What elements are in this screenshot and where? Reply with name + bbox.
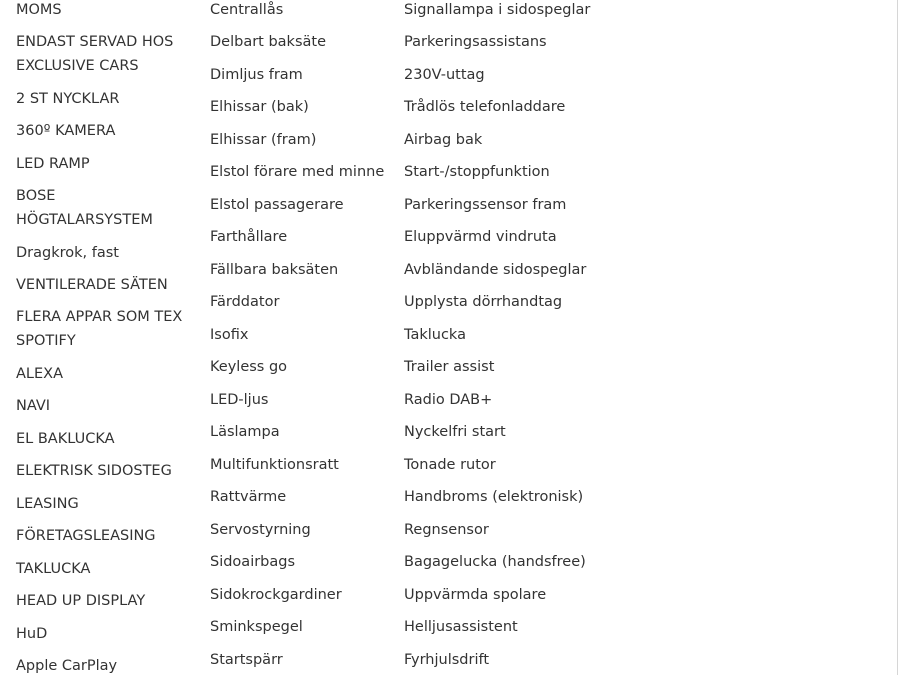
- equipment-item: VENTILERADE SÄTEN: [16, 276, 168, 293]
- equipment-item: Fällbara baksäten: [210, 261, 339, 278]
- equipment-item: ELEKTRISK SIDOSTEG: [16, 463, 172, 480]
- equipment-item: Farthållare: [210, 229, 288, 246]
- equipment-item: Start-/stoppfunktion: [404, 164, 550, 181]
- equipment-item: Nyckelfri start: [404, 424, 506, 441]
- equipment-item: BOSE HÖGTALARSYSTEM: [16, 188, 153, 229]
- equipment-item: Airbag bak: [404, 131, 483, 148]
- equipment-item: Eluppvärmd vindruta: [404, 229, 557, 246]
- equipment-item: Bagagelucka (handsfree): [404, 554, 586, 571]
- equipment-item: Rattvärme: [210, 489, 287, 506]
- equipment-item: Sidokrockgardiner: [210, 586, 342, 603]
- equipment-item: EL BAKLUCKA: [16, 430, 115, 447]
- equipment-item: LED RAMP: [16, 155, 90, 172]
- equipment-item: FLERA APPAR SOM TEX SPOTIFY: [16, 309, 183, 350]
- equipment-item: ENDAST SERVAD HOS EXCLUSIVE CARS: [16, 34, 174, 75]
- equipment-item: Trådlös telefonladdare: [404, 99, 566, 116]
- equipment-item: Handbroms (elektronisk): [404, 489, 584, 506]
- equipment-item: Apple CarPlay: [16, 658, 118, 675]
- equipment-column-2: [210, 0, 390, 681]
- equipment-item: Centrallås: [210, 2, 284, 18]
- equipment-item: LED-ljus: [210, 391, 269, 408]
- equipment-item: Servostyrning: [210, 521, 311, 538]
- equipment-column-3: [404, 0, 644, 681]
- equipment-item: Startspärr: [210, 651, 283, 668]
- equipment-item: HuD: [16, 625, 48, 642]
- equipment-column-1: [16, 0, 188, 688]
- equipment-item: MOMS: [16, 2, 62, 18]
- equipment-item: Radio DAB+: [404, 391, 493, 408]
- equipment-item: Färddator: [210, 294, 280, 311]
- equipment-item: FÖRETAGSLEASING: [16, 528, 156, 545]
- equipment-item: Upplysta dörrhandtag: [404, 294, 563, 311]
- equipment-item: Elstol förare med minne: [210, 164, 385, 181]
- equipment-item: Dimljus fram: [210, 66, 303, 83]
- equipment-item: Dragkrok, fast: [16, 244, 119, 261]
- equipment-item: TAKLUCKA: [16, 560, 91, 577]
- equipment-item: Trailer assist: [404, 359, 495, 376]
- equipment-item: HEAD UP DISPLAY: [16, 593, 146, 610]
- equipment-item: Regnsensor: [404, 521, 489, 538]
- equipment-item: LEASING: [16, 495, 79, 512]
- equipment-item: Parkeringsassistans: [404, 34, 547, 51]
- equipment-item: 360º KAMERA: [16, 123, 116, 140]
- equipment-item: Elhissar (bak): [210, 99, 309, 116]
- equipment-item: Helljusassistent: [404, 619, 518, 636]
- equipment-item: 2 ST NYCKLAR: [16, 90, 120, 107]
- equipment-item: Sidoairbags: [210, 554, 296, 571]
- equipment-item: ALEXA: [16, 365, 64, 382]
- equipment-item: Taklucka: [404, 326, 466, 343]
- equipment-item: Elstol passagerare: [210, 196, 344, 213]
- equipment-item: Keyless go: [210, 359, 288, 376]
- equipment-item: 230V-uttag: [404, 66, 485, 83]
- equipment-item: Signallampa i sidospeglar: [404, 2, 591, 18]
- equipment-item: Parkeringssensor fram: [404, 196, 567, 213]
- equipment-item: Avbländande sidospeglar: [404, 261, 587, 278]
- equipment-item: Fyrhjulsdrift: [404, 651, 490, 668]
- equipment-item: Elhissar (fram): [210, 131, 317, 148]
- equipment-item: Isofix: [210, 326, 249, 343]
- equipment-item: Läslampa: [210, 424, 280, 441]
- equipment-item: Multifunktionsratt: [210, 456, 339, 473]
- equipment-item: Tonade rutor: [404, 456, 496, 473]
- equipment-item: NAVI: [16, 398, 51, 415]
- equipment-item: Uppvärmda spolare: [404, 586, 547, 603]
- equipment-item: Delbart baksäte: [210, 34, 326, 51]
- equipment-item: Sminkspegel: [210, 619, 303, 636]
